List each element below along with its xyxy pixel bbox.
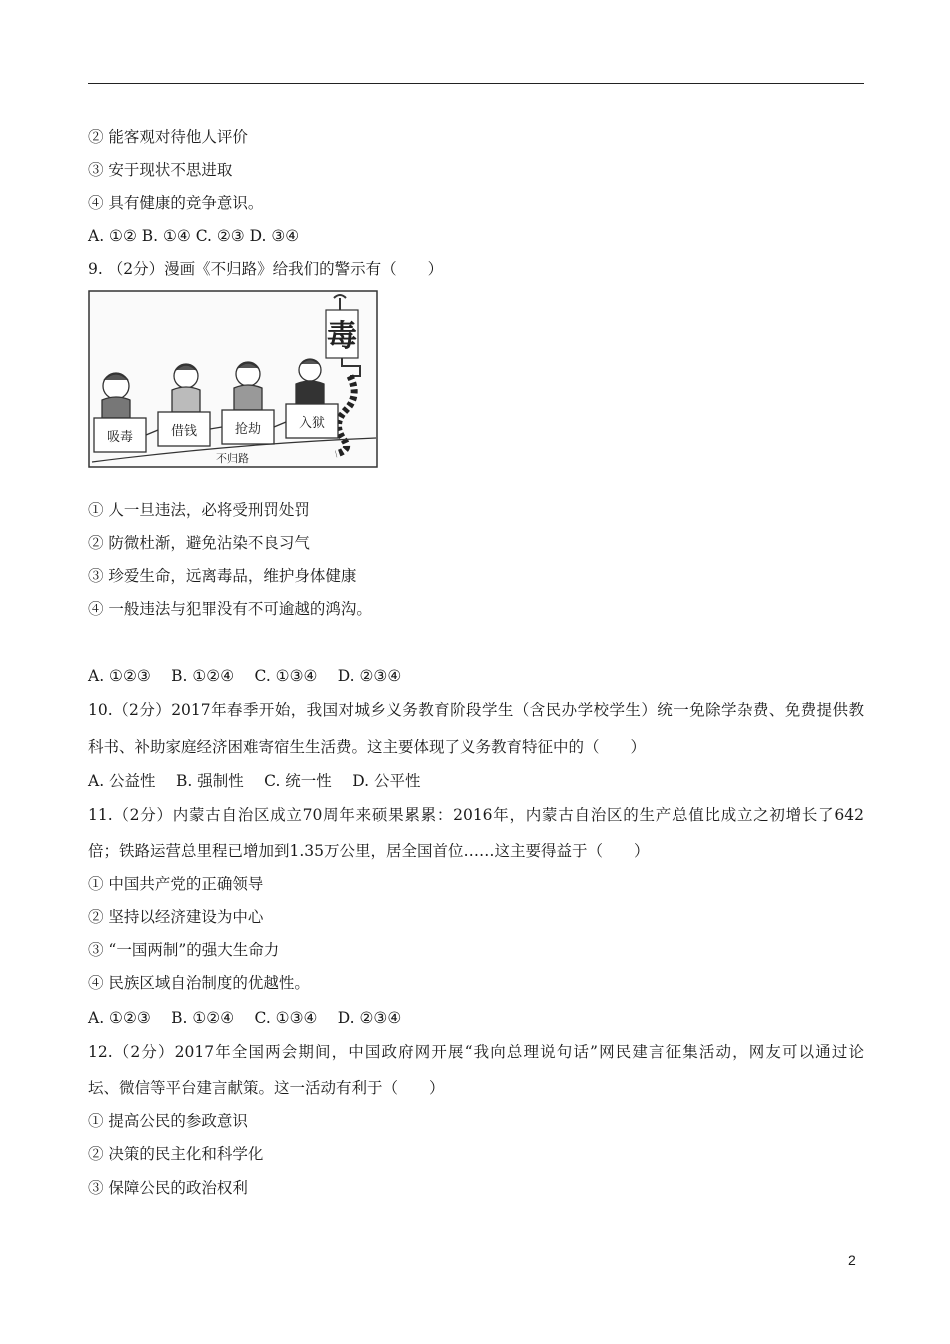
q11-option-1: ① 中国共产党的正确领导: [88, 875, 264, 893]
q12-option-3: ③ 保障公民的政治权利: [88, 1179, 248, 1197]
q8-option-2: ② 能客观对待他人评价: [88, 128, 248, 146]
q11-option-4: ④ 民族区域自治制度的优越性。: [88, 974, 310, 992]
q11-answer-choices: A. ①②③ B. ①②④ C. ①③④ D. ②③④: [88, 1009, 402, 1027]
cartoon-image: [88, 290, 378, 468]
q9-answer-choices: A. ①②③ B. ①②④ C. ①③④ D. ②③④: [88, 667, 402, 685]
q12-option-2: ② 决策的民主化和科学化: [88, 1145, 264, 1163]
q8-answer-choices: A. ①② B. ①④ C. ②③ D. ③④: [88, 227, 300, 245]
q12-option-1: ① 提高公民的参政意识: [88, 1112, 248, 1130]
poison-sign-text: 毒: [327, 319, 357, 354]
page-number: 2: [848, 1252, 856, 1268]
q10-stem-line-1: 10.（2分）2017年春季开始，我国对城乡义务教育阶段学生（含民办学校学生）统一免除学杂费、免费提供教: [88, 701, 864, 719]
q11-stem-line-2: 倍；铁路运营总里程已增加到1.35万公里，居全国首位……这主要得益于（ ）: [88, 842, 650, 860]
q10-answer-choices: A. 公益性 B. 强制性 C. 统一性 D. 公平性: [88, 772, 421, 790]
q11-option-3: ③ “一国两制”的强大生命力: [88, 941, 280, 959]
box-label-3: 抢劫: [234, 422, 262, 437]
box-label-1: 吸毒: [106, 430, 134, 445]
q12-stem-line-1: 12.（2分）2017年全国两会期间，中国政府网开展“我向总理说句话”网民建言征集活动，网友可以通过论: [88, 1043, 864, 1061]
q9-option-3: ③ 珍爱生命，远离毒品，维护身体健康: [88, 567, 357, 585]
q9-option-1: ① 人一旦违法，必将受刑罚处罚: [88, 501, 310, 519]
q9-option-2: ② 防微杜渐，避免沾染不良习气: [88, 534, 310, 552]
header-rule: [88, 83, 864, 84]
q11-stem-line-1: 11.（2分）内蒙古自治区成立70周年来硕果累累：2016年，内蒙古自治区的生产总值比成立之初增长了642: [88, 806, 864, 824]
q12-stem-line-2: 坛、微信等平台建言献策。这一活动有利于（ ）: [88, 1079, 445, 1097]
box-label-2: 借钱: [170, 424, 198, 439]
q9-stem: 9. （2分）漫画《不归路》给我们的警示有（ ）: [88, 260, 444, 278]
q9-option-4: ④ 一般违法与犯罪没有不可逾越的鸿沟。: [88, 600, 372, 618]
box-label-4: 入狱: [298, 416, 326, 431]
q8-option-3: ③ 安于现状不思进取: [88, 161, 233, 179]
road-label: 不归路: [216, 452, 249, 465]
q8-option-4: ④ 具有健康的竞争意识。: [88, 194, 264, 212]
q10-stem-line-2: 科书、补助家庭经济困难寄宿生生活费。这主要体现了义务教育特征中的（ ）: [88, 738, 647, 756]
q11-option-2: ② 坚持以经济建设为中心: [88, 908, 264, 926]
